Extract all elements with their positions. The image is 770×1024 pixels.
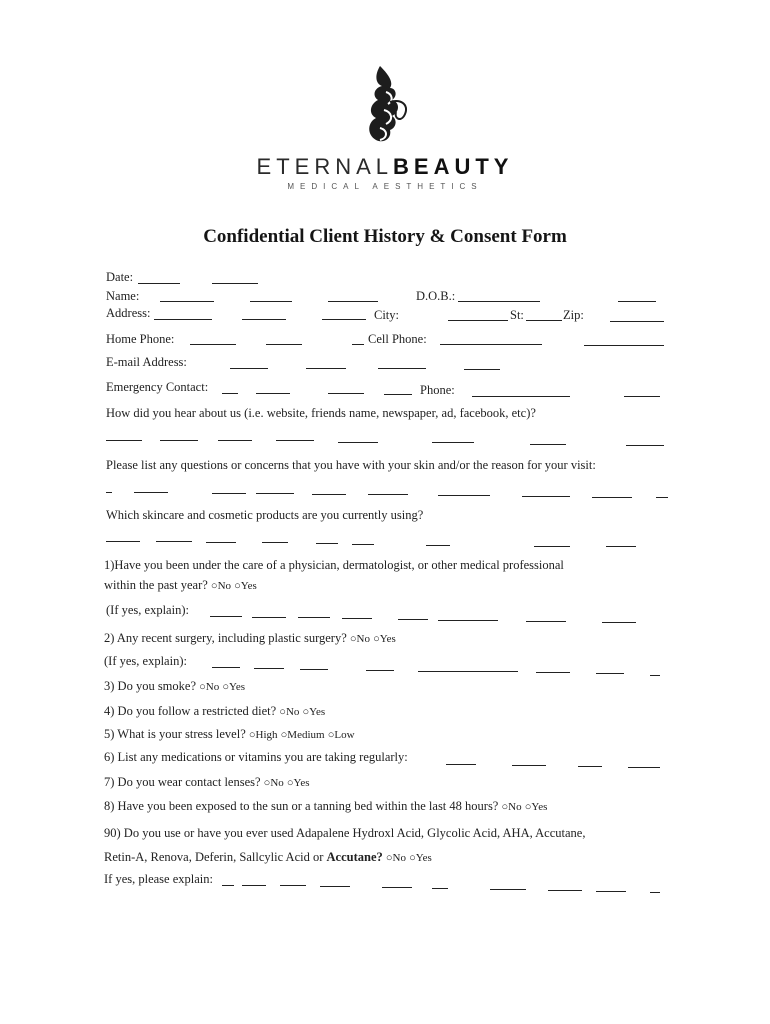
question-4-text: [104, 704, 325, 719]
question-4-label: 4) Do you follow a restricted diet?: [104, 704, 277, 718]
dob-field[interactable]: [458, 301, 540, 302]
products-answer-line[interactable]: [316, 543, 338, 544]
referral-answer-line[interactable]: [106, 440, 142, 441]
products-answer-line[interactable]: [156, 541, 192, 542]
name-field[interactable]: [160, 301, 214, 302]
brand-tagline: MEDICAL AESTHETICS: [287, 182, 483, 191]
question-6-answer-line[interactable]: [628, 767, 660, 768]
cell-phone-field[interactable]: [440, 344, 542, 345]
question-2-explain-line[interactable]: [418, 671, 518, 672]
concerns-answer-line[interactable]: [592, 497, 632, 498]
question-1-text-end: within the past year?: [104, 578, 208, 592]
name-label: Name:: [106, 289, 140, 303]
email-label: E-mail Address:: [106, 355, 187, 369]
question-9-explain-label: If yes, please explain:: [104, 872, 213, 886]
question-9-explain-line[interactable]: [222, 885, 234, 886]
question-2-explain-line[interactable]: [300, 669, 328, 670]
question-2-explain-line[interactable]: [212, 667, 240, 668]
question-1-text-continued: [104, 578, 257, 593]
emergency-phone-field[interactable]: [472, 396, 570, 397]
question-9-explain-line[interactable]: [320, 886, 350, 887]
question-1-explain-line[interactable]: [252, 617, 286, 618]
question-9-accutane-bold: Accutane?: [326, 850, 383, 864]
brand-name-bold: BEAUTY: [393, 154, 514, 179]
question-1-text: 1)Have you been under the care of a physician, dermatologist, or other medical professional: [104, 558, 564, 572]
city-field[interactable]: [448, 320, 508, 321]
question-9-text: 90) Do you use or have you ever used Adapalene Hydroxl Acid, Glycolic Acid, AHA, Accutane,: [104, 826, 586, 840]
question-1-explain-line[interactable]: [298, 617, 330, 618]
concerns-answer-line[interactable]: [106, 492, 112, 493]
question-1-explain-line[interactable]: [526, 621, 566, 622]
question-8-label: 8) Have you been exposed to the sun or a tanning bed within the last 48 hours?: [104, 799, 499, 813]
city-label: City:: [374, 308, 400, 322]
address-field[interactable]: [154, 319, 212, 320]
question-2-explain-label: (If yes, explain):: [104, 654, 187, 668]
products-answer-line[interactable]: [606, 546, 636, 547]
question-1-no-radio[interactable]: ○No: [210, 580, 232, 592]
concerns-answer-line[interactable]: [368, 494, 408, 495]
concerns-answer-line[interactable]: [522, 496, 570, 497]
concerns-answer-line[interactable]: [312, 494, 346, 495]
stress-low-radio[interactable]: ○Low: [327, 729, 355, 741]
question-9-explain-line[interactable]: [242, 885, 266, 886]
question-7-yes-radio[interactable]: ○Yes: [286, 777, 310, 789]
question-4-no-radio[interactable]: ○No: [279, 706, 300, 718]
question-9-yes-radio[interactable]: ○Yes: [409, 852, 432, 864]
home-phone-label: Home Phone:: [106, 332, 175, 346]
question-9-explain-line[interactable]: [548, 890, 582, 891]
state-field[interactable]: [526, 320, 562, 321]
question-9-explain-line[interactable]: [432, 888, 448, 889]
question-1-explain-line[interactable]: [602, 622, 636, 623]
date-field[interactable]: [138, 283, 180, 284]
referral-question: How did you hear about us (i.e. website, friends name, newspaper, ad, facebook, etc)?: [106, 406, 536, 420]
question-1-yes-radio[interactable]: ○Yes: [234, 580, 257, 592]
referral-answer-line[interactable]: [160, 440, 198, 441]
question-9-explain-line[interactable]: [280, 885, 306, 886]
question-9-explain-line[interactable]: [596, 891, 626, 892]
eternal-beauty-logo-icon: [350, 62, 420, 152]
date-label: Date:: [106, 270, 134, 284]
state-label: St:: [510, 308, 524, 322]
question-3-yes-radio[interactable]: ○Yes: [222, 681, 245, 693]
home-phone-field-2[interactable]: [266, 344, 302, 345]
referral-answer-line[interactable]: [530, 444, 566, 445]
address-field-3[interactable]: [322, 319, 366, 320]
concerns-answer-line[interactable]: [212, 493, 246, 494]
concerns-answer-line[interactable]: [134, 492, 168, 493]
email-field-2[interactable]: [306, 368, 346, 369]
stress-medium-radio[interactable]: ○Medium: [280, 729, 325, 741]
referral-answer-line[interactable]: [626, 445, 664, 446]
question-2-no-radio[interactable]: ○No: [349, 633, 370, 645]
form-title: Confidential Client History & Consent Form: [203, 226, 567, 247]
email-field-4[interactable]: [464, 369, 500, 370]
name-field-2[interactable]: [250, 301, 292, 302]
question-8-yes-radio[interactable]: ○Yes: [524, 801, 548, 813]
question-2-explain-line[interactable]: [254, 668, 284, 669]
dob-label: D.O.B.:: [416, 289, 456, 303]
cell-phone-field-2[interactable]: [584, 345, 664, 346]
question-2-label: 2) Any recent surgery, including plastic surgery?: [104, 631, 347, 645]
question-9-no-radio[interactable]: ○No: [385, 852, 406, 864]
zip-field[interactable]: [610, 321, 664, 322]
products-answer-line[interactable]: [426, 545, 450, 546]
products-answer-line[interactable]: [206, 542, 236, 543]
concerns-answer-line[interactable]: [438, 495, 490, 496]
emergency-phone-field-2[interactable]: [624, 396, 660, 397]
dob-field-2[interactable]: [618, 301, 656, 302]
question-2-explain-line[interactable]: [536, 672, 570, 673]
emergency-contact-label: Emergency Contact:: [106, 380, 209, 394]
question-1-explain-line[interactable]: [210, 616, 242, 617]
question-7-no-radio[interactable]: ○No: [263, 777, 284, 789]
emergency-contact-field[interactable]: [222, 393, 238, 394]
question-1-explain-line[interactable]: [438, 620, 498, 621]
question-1-explain-line[interactable]: [398, 619, 428, 620]
question-4-yes-radio[interactable]: ○Yes: [302, 706, 326, 718]
question-9-explain-line[interactable]: [650, 892, 660, 893]
name-field-3[interactable]: [328, 301, 378, 302]
concerns-answer-line[interactable]: [656, 497, 668, 498]
zip-label: Zip:: [563, 308, 584, 322]
question-2-explain-line[interactable]: [366, 670, 394, 671]
referral-answer-line[interactable]: [276, 440, 314, 441]
referral-answer-line[interactable]: [338, 442, 378, 443]
question-7-label: 7) Do you wear contact lenses?: [104, 775, 261, 789]
products-question: Which skincare and cosmetic products are you currently using?: [106, 508, 424, 522]
emergency-contact-field-2[interactable]: [256, 393, 290, 394]
question-2-yes-radio[interactable]: ○Yes: [373, 633, 396, 645]
referral-answer-line[interactable]: [432, 442, 474, 443]
question-8-no-radio[interactable]: ○No: [501, 801, 522, 813]
products-answer-line[interactable]: [534, 546, 570, 547]
home-phone-field[interactable]: [190, 344, 236, 345]
brand-name: [0, 154, 770, 180]
question-9-explain-line[interactable]: [490, 889, 526, 890]
question-1-explain-line[interactable]: [342, 618, 372, 619]
emergency-contact-field-4[interactable]: [384, 394, 412, 395]
address-label: Address:: [106, 306, 151, 320]
email-field[interactable]: [230, 368, 268, 369]
email-field-3[interactable]: [378, 368, 426, 369]
cell-phone-label: Cell Phone:: [368, 332, 427, 346]
question-9-label: Retin-A, Renova, Deferin, Sallcylic Acid or: [104, 850, 324, 864]
question-9-text-continued: [104, 850, 432, 865]
question-3-label: 3) Do you smoke?: [104, 679, 196, 693]
products-answer-line[interactable]: [106, 541, 140, 542]
question-5-label: 5) What is your stress level?: [104, 727, 246, 741]
concerns-question: Please list any questions or concerns that you have with your skin and/or the reason for your visit:: [106, 458, 596, 472]
question-6-answer-line[interactable]: [578, 766, 602, 767]
emergency-phone-label: Phone:: [420, 383, 455, 397]
question-3-text: [104, 679, 245, 694]
referral-answer-line[interactable]: [218, 440, 252, 441]
question-6-text: 6) List any medications or vitamins you are taking regularly:: [104, 750, 408, 764]
question-2-text: [104, 631, 396, 646]
address-field-2[interactable]: [242, 319, 286, 320]
question-7-text: [104, 775, 310, 790]
home-phone-field-3[interactable]: [352, 344, 364, 345]
question-2-explain-line[interactable]: [650, 675, 660, 676]
question-8-text: [104, 799, 547, 814]
brand-name-light: ETERNAL: [256, 154, 394, 179]
products-answer-line[interactable]: [352, 544, 374, 545]
question-6-answer-line[interactable]: [512, 765, 546, 766]
question-6-answer-line[interactable]: [446, 764, 476, 765]
question-3-no-radio[interactable]: ○No: [199, 681, 220, 693]
products-answer-line[interactable]: [262, 542, 288, 543]
stress-high-radio[interactable]: ○High: [248, 729, 278, 741]
emergency-contact-field-3[interactable]: [328, 393, 364, 394]
question-5-text: [104, 727, 355, 742]
date-field-2[interactable]: [212, 283, 258, 284]
question-9-explain-line[interactable]: [382, 887, 412, 888]
question-1-explain-label: (If yes, explain):: [106, 603, 189, 617]
concerns-answer-line[interactable]: [256, 493, 294, 494]
question-2-explain-line[interactable]: [596, 673, 624, 674]
